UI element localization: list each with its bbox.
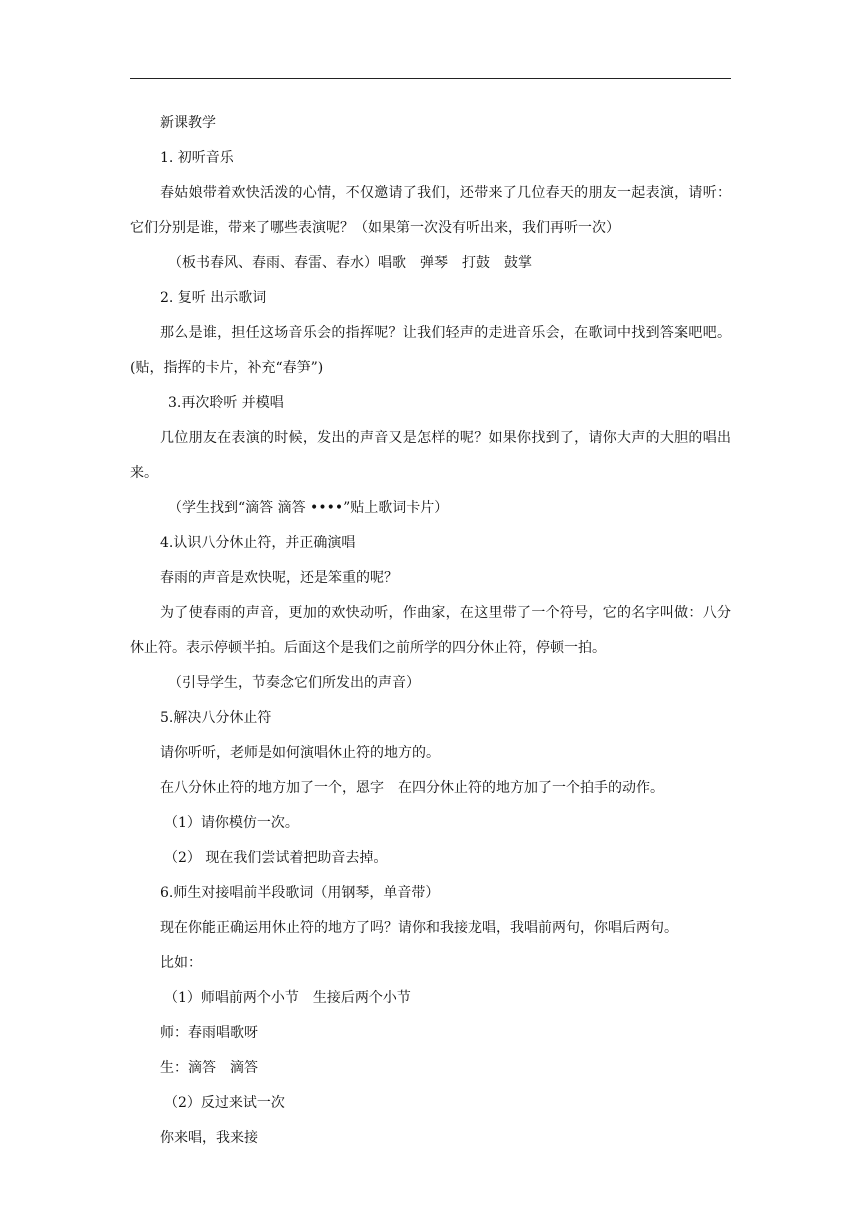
- document-body: [130, 106, 731, 1156]
- list-item: （1）请你模仿一次。: [164, 815, 299, 831]
- paragraph: 比如：: [160, 955, 202, 971]
- paragraph: 那么是谁，担任这场音乐会的指挥呢？让我们轻声的走进音乐会，在歌词中找到答案吧吧。(贴，指挥的卡片，补充“春笋”): [130, 325, 731, 376]
- step-heading-2: 2. 复听 出示歌词: [160, 290, 267, 306]
- step-heading-6: 6.师生对接唱前半段歌词（用钢琴，单音带）: [160, 885, 440, 901]
- paragraph: （引导学生，节奏念它们所发出的声音）: [168, 675, 420, 691]
- paragraph: 几位朋友在表演的时候，发出的声音又是怎样的呢？如果你找到了，请你大声的大胆的唱出来。: [130, 430, 731, 481]
- list-item: （2） 现在我们尝试着把助音去掉。: [164, 850, 388, 866]
- section-heading: 新课教学: [160, 115, 216, 131]
- paragraph: 在八分休止符的地方加了一个，恩字 在四分休止符的地方加了一个拍手的动作。: [160, 780, 664, 796]
- dialogue-line: 生：滴答 滴答: [160, 1060, 258, 1076]
- step-heading-1: 1. 初听音乐: [160, 150, 234, 166]
- paragraph: （学生找到“滴答 滴答 ••••”贴上歌词卡片）: [168, 500, 449, 516]
- paragraph: 春姑娘带着欢快活泼的心情，不仅邀请了我们，还带来了几位春天的朋友一起表演，请听：它们分别是谁，带来了哪些表演呢？（如果第一次没有听出来，我们再听一次）: [130, 185, 731, 236]
- paragraph: 请你听听，老师是如何演唱休止符的地方的。: [160, 745, 440, 761]
- paragraph: 春雨的声音是欢快呢，还是笨重的呢？: [160, 570, 398, 586]
- paragraph: 为了使春雨的声音，更加的欢快动听，作曲家，在这里带了一个符号，它的名字叫做：八分休止符。表示停顿半拍。后面这个是我们之前所学的四分休止符，停顿一拍。: [130, 605, 731, 656]
- header-rule: [130, 78, 731, 79]
- paragraph: 你来唱，我来接: [160, 1130, 258, 1146]
- step-heading-5: 5.解决八分休止符: [160, 710, 272, 726]
- list-item: （1）师唱前两个小节 生接后两个小节: [164, 990, 411, 1006]
- step-heading-3: 3.再次聆听 并模唱: [168, 395, 284, 411]
- paragraph: 现在你能正确运用休止符的地方了吗？请你和我接龙唱，我唱前两句，你唱后两句。: [160, 920, 678, 936]
- dialogue-line: 师：春雨唱歌呀: [160, 1025, 258, 1041]
- paragraph: （板书春风、春雨、春雷、春水）唱歌 弹琴 打鼓 鼓掌: [168, 255, 532, 271]
- step-heading-4: 4.认识八分休止符，并正确演唱: [160, 535, 356, 551]
- list-item: （2）反过来试一次: [164, 1095, 285, 1111]
